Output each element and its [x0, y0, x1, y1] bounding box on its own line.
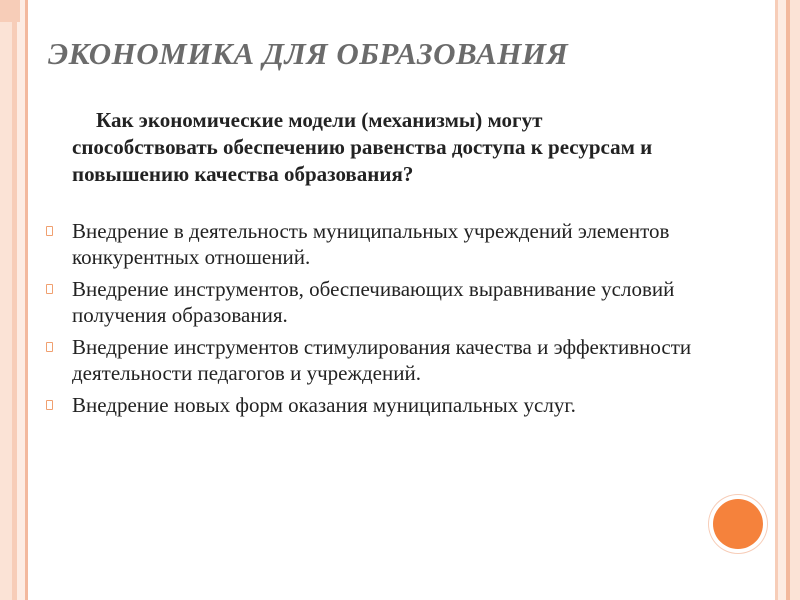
frame-stripe-right: [790, 0, 800, 600]
slide-title: ЭКОНОМИКА ДЛЯ ОБРАЗОВАНИЯ: [48, 36, 569, 71]
hollow-square-bullet-icon: [46, 226, 53, 236]
bullet-item: [46, 276, 696, 328]
frame-stripe-left: [17, 0, 25, 600]
bullet-text: Внедрение новых форм оказания муниципальных услуг.: [72, 393, 576, 417]
bullet-list: [46, 218, 696, 424]
orange-circle-icon: [713, 499, 763, 549]
hollow-square-bullet-icon: [46, 284, 53, 294]
frame-stripe-right: [775, 0, 778, 600]
slide-question: Как экономические модели (механизмы) могут способствовать обеспечению равенства доступа к ресурсам и повышению качества образования?: [72, 108, 653, 186]
bullet-text: Внедрение в деятельность муниципальных учреждений элементов конкурентных отношений.: [72, 219, 670, 269]
frame-stripe-right: [778, 0, 786, 600]
frame-stripe-left: [0, 0, 12, 600]
bullet-text: Внедрение инструментов, обеспечивающих выравнивание условий получения образования.: [72, 277, 675, 327]
frame-stripe-left: [25, 0, 28, 600]
bullet-text: Внедрение инструментов стимулирования качества и эффективности деятельности педагогов и учреждений.: [72, 335, 692, 385]
hollow-square-bullet-icon: [46, 400, 53, 410]
frame-stripe-right: [786, 0, 790, 600]
hollow-square-bullet-icon: [46, 342, 53, 352]
bullet-item: [46, 218, 696, 270]
bullet-item: [46, 392, 696, 418]
frame-corner-tab: [0, 0, 20, 22]
bullet-item: [46, 334, 696, 386]
